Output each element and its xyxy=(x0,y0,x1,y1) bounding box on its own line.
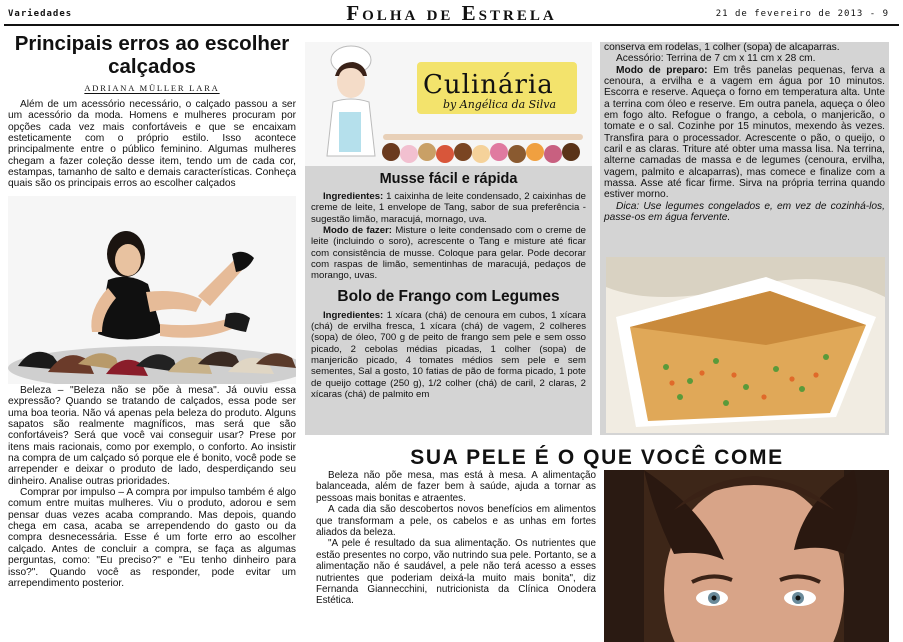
section-name: Variedades xyxy=(8,9,73,19)
woman-with-shoes-photo xyxy=(8,196,296,384)
recipe-tip: Dica: Use legumes congelados e, em vez de cozinhá-los, passe-os em água fervente. xyxy=(604,200,885,224)
mousse-title: Musse fácil e rápida xyxy=(379,171,518,187)
header-rule xyxy=(4,24,899,26)
page-header xyxy=(0,0,903,28)
culinaria-banner-title: Culinária xyxy=(423,70,554,100)
culinaria-banner xyxy=(305,42,592,166)
chicken-cake-ingredients: Ingredientes: 1 xícara (chá) de cenoura em cubos, 1 xícara (chá) de ervilha fresca, 1 xícara (chá) de vagem, 2 colheres (sopa) de óleo, 700 g de peito de frango sem pele e sem osso picado, 2 cebolas médias picadas, 1 colher (sopa) de manjericão picado, 4 tomates médios sem pele e sem sementes, Sal a gosto, 10 fatias de pão de forma picado, 1 pote de queijo cottage (250 g), 1/2 colher (chá) de caril, 2 claras, 2 xícaras (chá) de palmito em xyxy=(311,309,586,401)
chicken-cake-photo xyxy=(606,257,885,433)
culinaria-banner-author: by Angélica da Silva xyxy=(443,98,557,111)
mousse-recipe: Ingredientes: 1 caixinha de leite condensado, 2 caixinhas de creme de leite, 1 envelope de Tang, sabor de sua preferência - sugestão limão, maracujá, mornago, uva. Modo de fazer: Misture o leite condensado com o creme de leite (incluindo o soro), acrescente o Tang e misture até ficar com consistência de musse. Coloque para gelar. Pode decorar com raspas de limão, sementinhas de maracujá, pedaços de morango, uvas. xyxy=(311,191,586,282)
shoes-article xyxy=(8,32,296,384)
chicken-cake-title: Bolo de Frango com Legumes xyxy=(337,287,560,305)
article-intro: Além de um acessório necessário, o calçado passou a ser um acessório da moda. Homens e mulheres procuram por opções cada vez mais confortáveis e que se encaixam esteticamente com o próprio estilo. Isso acontece principalmente entre o público feminino. Algumas mulheres chegam a fazer coleção desse item, tendo um de cada cor, estampas, tamanho de salto e demais características. Conheça quais são os principais erros ao escolher calçados xyxy=(8,99,296,190)
culinaria-column xyxy=(305,42,592,435)
recipes-text xyxy=(305,168,592,401)
issue-date-page: 21 de fevereiro de 2013 - 9 xyxy=(715,9,889,19)
culinaria-column-continued xyxy=(600,42,889,435)
article-title: Principais erros ao escolher calçados xyxy=(14,32,290,78)
chicken-cake-method: conserva em rodelas, 1 colher (sopa) de alcaparras. Acessório: Terrina de 7 cm x 11 cm x 28 cm. Modo de preparo: Em três panelas pequenas, ferva a cenoura, a ervilha e a vagem em água por 10 minutos. Escorra e reserve. Aqueça o forno em temperatura alta. Unte a terrina com óleo e reserve. Em outra panela, aqueça o óleo em fogo alto. Refogue o frango, a cebola, o manjericão, o tomate e o sal. Cozinhe por 15 minutos, mexendo às vezes. Transfira para o processador. Acrescente o pão, o queijo, o caril e as claras. Triture até obter uma massa lisa. Na terrina, alterne camadas de massa e de legumes (cenoura, ervilha, vagem, palmito e alcaparras), mas comece e finalize com a massa. Asse até ficar firme. Sirva na própria terrina quando estiver morno. Dica: Use legumes congelados e, em vez de cozinhá-los, passe-os em água fervente. xyxy=(604,42,885,224)
newspaper-masthead: Folha de Estrela xyxy=(346,1,557,25)
woman-face-photo xyxy=(604,470,889,642)
skin-article-title: SUA PELE É O QUE VOCÊ COME xyxy=(410,446,784,469)
skin-article-body: Beleza não põe mesa, mas está à mesa. A alimentação balanceada, além de fazer bem à saúde, ajuda a tornar as pessoas mais bonitas e atraentes. A cada dia são descobertos novos benefícios em alimentos que transformam a pele, os cabelos e as unhas em fortes aliados da beleza. "A pele é resultado da sua alimentação. Os nutrientes que estão presentes no corpo, vão nutrindo sua pele. Portanto, se a alimentação não é saudável, a pele não terá acesso a esses nutrientes que poderiam deixá-la muito mais bonita", diz Fernanda Giannecchini, nutricionista da Clínica Onodera Estética. xyxy=(316,470,596,607)
shoes-article-body: Beleza – "Beleza não se põe à mesa". Já ouviu essa expressão? Quando se tratando de calçados, essa pode ser uma boa teoria. Não vá apenas pela beleza do produto. Alguns sapatos são realmente magníficos, mas será que são confortáveis? Será que você vai conseguir usar? Prese por itens mais racionais, como por exemplo, o conforto. Ao insistir na compra de um calçado só porque ele é bonito, você pode se arrepender e deixar o produto de lado, desperdiçando seu dinheiro. Analise outras prioridades. Comprar por impulso – A compra por impulso também é algo comum entre muitas mulheres. Viu o produto, adorou e sem pensar duas vezes acaba comprando. Mas depois, quando chega em casa, acaba se arrependendo do gasto ou da compra desnecessária. Esse é um forte erro ao escolher calçado. Antes de concluir a compra, se faça as algumas perguntas, como: "Eu preciso?" e "Eu tenho dinheiro para isso?". Quando você as responder, pode evitar um arrependimento posterior. xyxy=(8,385,296,589)
article-byline: ADRIANA MÜLLER LARA xyxy=(84,83,220,93)
